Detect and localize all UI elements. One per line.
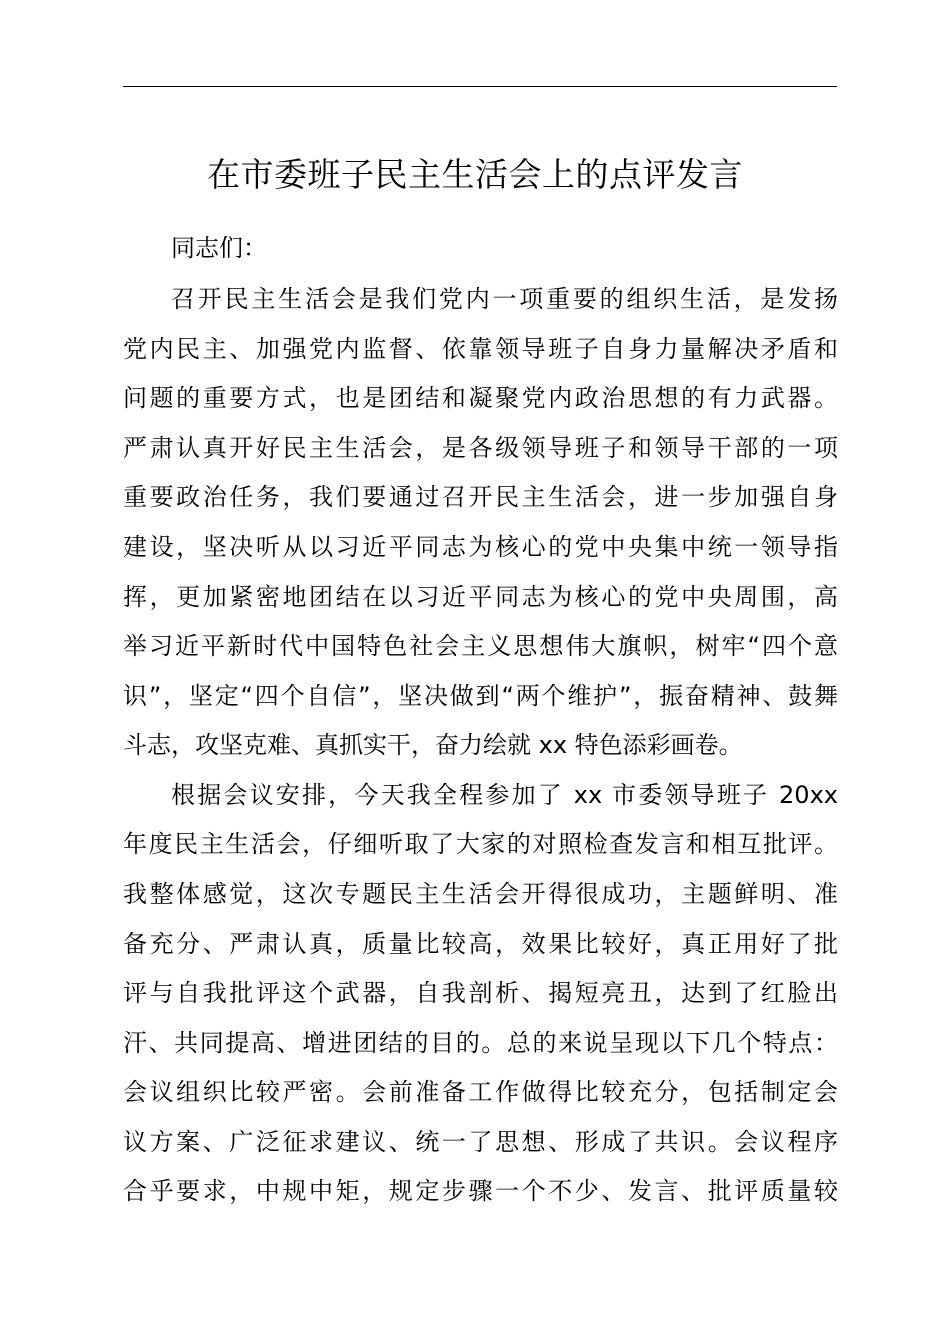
text-line: 挥，更加紧密地团结在以习近平同志为核心的党中央周围，高 (123, 583, 838, 611)
text-line: 举习近平新时代中国特色社会主义思想伟大旗帜，树牢“四个意 (123, 632, 838, 660)
header-rule (123, 86, 837, 87)
text-line: 汗、共同提高、增进团结的目的。总的来说呈现以下几个特点： (123, 1029, 838, 1057)
text-line: 根据会议安排，今天我全程参加了 xx 市委领导班子 20xx (171, 781, 838, 809)
text-line: 会议组织比较严密。会前准备工作做得比较充分，包括制定会 (123, 1078, 838, 1106)
greeting: 同志们： (171, 234, 267, 262)
text-line: 党内民主、加强党内监督、依靠领导班子自身力量解决矛盾和 (123, 335, 838, 363)
text-line: 议方案、广泛征求建议、统一了思想、形成了共识。会议程序 (123, 1128, 838, 1156)
text-line: 年度民主生活会，仔细听取了大家的对照检查发言和相互批评。 (123, 830, 838, 858)
document-title: 在市委班子民主生活会上的点评发言 (207, 155, 743, 194)
text-line: 评与自我批评这个武器，自我剖析、揭短亮丑，达到了红脸出 (123, 979, 838, 1007)
text-line: 合乎要求，中规中矩，规定步骤一个不少、发言、批评质量较 (123, 1177, 838, 1205)
text-line: 问题的重要方式，也是团结和凝聚党内政治思想的有力武器。 (123, 384, 838, 412)
text-line: 严肃认真开好民主生活会，是各级领导班子和领导干部的一项 (123, 434, 838, 462)
text-line: 召开民主生活会是我们党内一项重要的组织生活，是发扬 (171, 285, 838, 313)
text-line: 建设，坚决听从以习近平同志为核心的党中央集中统一领导指 (123, 533, 838, 561)
text-line: 重要政治任务，我们要通过召开民主生活会，进一步加强自身 (123, 483, 838, 511)
text-line: 识”，坚定“四个自信”，坚决做到“两个维护”，振奋精神、鼓舞 (123, 682, 838, 710)
text-line: 我整体感觉，这次专题民主生活会开得很成功，主题鲜明、准 (123, 880, 838, 908)
text-line: 备充分、严肃认真，质量比较高，效果比较好，真正用好了批 (123, 930, 838, 958)
text-line: 斗志，攻坚克难、真抓实干，奋力绘就 xx 特色添彩画卷。 (123, 731, 743, 759)
